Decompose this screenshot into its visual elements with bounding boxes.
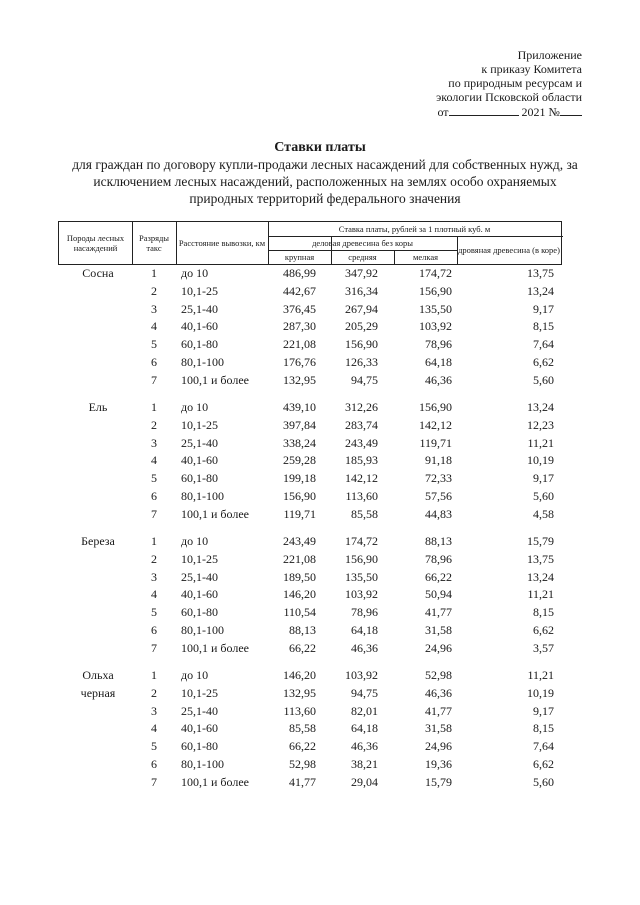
table-cell: 78,96 [425, 551, 452, 566]
table-cell: 46,36 [425, 372, 452, 387]
table-row [0, 418, 640, 436]
table-cell: 3 [151, 301, 157, 316]
table-cell: 338,24 [283, 435, 316, 450]
table-cell: 7,64 [533, 739, 554, 754]
table-cell: 57,56 [425, 489, 452, 503]
table-cell: 103,92 [345, 668, 378, 682]
species-name: Сосна [82, 266, 114, 280]
table-row [0, 373, 640, 391]
table-cell: 29,04 [351, 774, 378, 789]
table-cell: 156,90 [345, 337, 378, 352]
table-cell: 60,1-80 [181, 605, 218, 620]
table-cell: 2 [151, 685, 157, 700]
table-cell: 3 [151, 435, 157, 450]
table-cell: 135,50 [345, 569, 378, 584]
table-cell: 13,24 [527, 400, 554, 414]
table-cell: 9,17 [533, 301, 554, 316]
table-cell: 80,1-100 [181, 355, 224, 369]
table-cell: 4,58 [533, 506, 554, 521]
table-cell: 40,1-60 [181, 453, 218, 468]
table-cell: 2 [151, 283, 157, 298]
header-large: крупная [284, 252, 315, 262]
table-cell: 205,29 [345, 319, 378, 334]
table-cell: 5,60 [533, 774, 554, 789]
table-cell: 91,18 [425, 453, 452, 468]
table-cell: 113,60 [283, 703, 316, 718]
table-cell: 60,1-80 [181, 471, 218, 486]
table-cell: 7,64 [533, 337, 554, 352]
table-cell: 60,1-80 [181, 337, 218, 352]
table-cell: 80,1-100 [181, 489, 224, 503]
table-cell: 156,90 [419, 400, 452, 414]
table-cell: 3 [151, 703, 157, 718]
table-row [0, 605, 640, 623]
table-cell: 267,94 [345, 301, 378, 316]
appendix-block [372, 48, 582, 119]
table-cell: 312,26 [345, 400, 378, 414]
table-cell: 31,58 [425, 721, 452, 736]
document-subtitle: для граждан по договору купли-продажи лесных насаждений для собственных нужд, за исключением лесных насаждений, расположенных на землях особо охраняемых природных территорий федерального значения [72, 157, 578, 206]
table-cell: 44,83 [425, 506, 452, 521]
table-row [0, 302, 640, 320]
table-row [0, 686, 640, 704]
table-row [0, 319, 640, 337]
table-cell: 1 [151, 534, 157, 548]
table-cell: до 10 [181, 668, 209, 682]
table-cell: 46,36 [425, 685, 452, 700]
table-row [0, 400, 640, 418]
table-row [0, 775, 640, 793]
appendix-line: экологии Псковской области [436, 90, 582, 104]
table-row [0, 355, 640, 373]
table-cell: 2 [151, 417, 157, 432]
table-cell: до 10 [181, 400, 209, 414]
table-cell: 189,50 [283, 569, 316, 584]
table-cell: 316,34 [345, 283, 378, 298]
table-row [0, 337, 640, 355]
table-cell: 15,79 [425, 774, 452, 789]
table-cell: 142,12 [345, 471, 378, 486]
table-cell: 66,22 [425, 569, 452, 584]
table-cell: 25,1-40 [181, 435, 218, 450]
table-cell: 119,71 [283, 506, 316, 521]
table-cell: 5 [151, 739, 157, 754]
table-cell: 4 [151, 319, 157, 334]
table-cell: 66,22 [289, 739, 316, 754]
table-cell: 7 [151, 506, 157, 521]
table-cell: 41,77 [425, 605, 452, 620]
table-cell: 259,28 [283, 453, 316, 468]
table-cell: 486,99 [283, 266, 316, 280]
table-cell: 174,72 [419, 266, 452, 280]
table-cell: 347,92 [345, 266, 378, 280]
header-small: мелкая [412, 252, 439, 262]
table-cell: 40,1-60 [181, 721, 218, 736]
table-cell: 41,77 [289, 774, 316, 789]
table-cell: 64,18 [351, 623, 378, 637]
table-cell: 8,15 [533, 605, 554, 620]
table-cell: 40,1-60 [181, 587, 218, 602]
table-cell: 5 [151, 337, 157, 352]
table-row [0, 471, 640, 489]
species-name: Ольха [82, 668, 114, 682]
table-cell: 78,96 [425, 337, 452, 352]
table-cell: 199,18 [283, 471, 316, 486]
table-cell: 439,10 [283, 400, 316, 414]
table-cell: 46,36 [351, 739, 378, 754]
table-cell: 12,23 [527, 417, 554, 432]
table-cell: 221,08 [283, 337, 316, 352]
table-cell: 9,17 [533, 703, 554, 718]
table-cell: 52,98 [425, 668, 452, 682]
date-prefix: от [437, 105, 449, 119]
table-cell: 7 [151, 372, 157, 387]
table-cell: 243,49 [345, 435, 378, 450]
date-blank [449, 104, 519, 116]
table-cell: 100,1 и более [181, 372, 250, 387]
table-cell: 103,92 [419, 319, 452, 334]
table-cell: 4 [151, 721, 157, 736]
table-row [0, 534, 640, 552]
table-cell: 9,17 [533, 471, 554, 486]
table-cell: 243,49 [283, 534, 316, 548]
table-cell: 4 [151, 587, 157, 602]
table-cell: 13,75 [527, 551, 554, 566]
table-cell: 6 [151, 489, 157, 503]
document-title: Ставки платы [274, 140, 366, 155]
table-cell: 11,21 [527, 668, 554, 682]
table-cell: 132,95 [283, 685, 316, 700]
table-cell: 100,1 и более [181, 506, 250, 521]
table-cell: 40,1-60 [181, 319, 218, 334]
table-cell: 103,92 [345, 587, 378, 602]
table-cell: 1 [151, 400, 157, 414]
species-name: Ель [88, 400, 108, 414]
table-row [0, 641, 640, 659]
table-row [0, 507, 640, 525]
table-cell: 156,90 [345, 551, 378, 566]
header-firewood: дровяная древесина (в коре) [458, 245, 560, 255]
table-row [0, 757, 640, 775]
table-cell: 46,36 [351, 640, 378, 655]
table-row [0, 552, 640, 570]
table-cell: 100,1 и более [181, 774, 250, 789]
table-cell: 78,96 [351, 605, 378, 620]
table-cell: 10,1-25 [181, 551, 218, 566]
table-cell: 5,60 [533, 489, 554, 503]
table-cell: 11,21 [527, 587, 554, 602]
table-cell: 113,60 [345, 489, 378, 503]
table-cell: 146,20 [283, 668, 316, 682]
table-cell: 3,57 [533, 640, 554, 655]
table-row [0, 721, 640, 739]
table-row [0, 623, 640, 641]
table-cell: 10,1-25 [181, 283, 218, 298]
table-cell: 142,12 [419, 417, 452, 432]
number-blank [560, 104, 582, 116]
table-cell: 6 [151, 757, 157, 771]
table-cell: 94,75 [351, 372, 378, 387]
appendix-date-line [372, 104, 582, 119]
table-cell: 64,18 [425, 355, 452, 369]
table-cell: 13,24 [527, 283, 554, 298]
table-cell: 376,45 [283, 301, 316, 316]
table-cell: 1 [151, 266, 157, 280]
table-cell: 6,62 [533, 355, 554, 369]
table-cell: 6 [151, 623, 157, 637]
table-cell: 4 [151, 453, 157, 468]
table-cell: 397,84 [283, 417, 316, 432]
table-cell: 10,19 [527, 685, 554, 700]
table-cell: 13,24 [527, 569, 554, 584]
table-cell: 221,08 [283, 551, 316, 566]
table-cell: 2 [151, 551, 157, 566]
table-cell: 64,18 [351, 721, 378, 736]
table-cell: 13,75 [527, 266, 554, 280]
table-cell: 126,33 [345, 355, 378, 369]
species-name: черная [80, 685, 116, 700]
table-row [0, 284, 640, 302]
table-cell: 19,36 [425, 757, 452, 771]
table-cell: 287,30 [283, 319, 316, 334]
table-cell: 7 [151, 774, 157, 789]
header-medium: средняя [348, 252, 377, 262]
table-cell: 156,90 [419, 283, 452, 298]
table-row [0, 266, 640, 284]
table-row [0, 704, 640, 722]
table-cell: 88,13 [289, 623, 316, 637]
date-year: 2021 № [521, 105, 560, 119]
table-cell: 185,93 [345, 453, 378, 468]
table-cell: 8,15 [533, 319, 554, 334]
table-row [0, 668, 640, 686]
table-cell: 8,15 [533, 721, 554, 736]
table-cell: до 10 [181, 534, 209, 548]
table-cell: 3 [151, 569, 157, 584]
table-cell: 10,19 [527, 453, 554, 468]
table-cell: 6,62 [533, 757, 554, 771]
header-rate: Ставка платы, рублей за 1 плотный куб. м [338, 224, 491, 234]
table-cell: 25,1-40 [181, 301, 218, 316]
table-cell: 283,74 [345, 417, 378, 432]
table-cell: 25,1-40 [181, 703, 218, 718]
table-cell: 176,76 [283, 355, 316, 369]
table-cell: 10,1-25 [181, 685, 218, 700]
species-name: Береза [81, 534, 115, 548]
table-cell: 52,98 [289, 757, 316, 771]
table-row [0, 453, 640, 471]
table-row [0, 489, 640, 507]
header-distance: Расстояние вывозки, км [178, 238, 266, 248]
table-cell: 5 [151, 605, 157, 620]
table-cell: 88,13 [425, 534, 452, 548]
table-cell: 38,21 [351, 757, 378, 771]
table-cell: 10,1-25 [181, 417, 218, 432]
table-cell: 66,22 [289, 640, 316, 655]
table-cell: 156,90 [283, 489, 316, 503]
table-cell: 442,67 [283, 283, 316, 298]
table-cell: 85,58 [351, 506, 378, 521]
table-cell: до 10 [181, 266, 209, 280]
table-row [0, 587, 640, 605]
table-cell: 60,1-80 [181, 739, 218, 754]
appendix-line: по природным ресурсам и [448, 76, 582, 90]
table-cell: 25,1-40 [181, 569, 218, 584]
table-cell: 82,01 [351, 703, 378, 718]
table-cell: 41,77 [425, 703, 452, 718]
table-cell: 5,60 [533, 372, 554, 387]
table-cell: 110,54 [283, 605, 316, 620]
table-cell: 24,96 [425, 640, 452, 655]
table-row [0, 570, 640, 588]
table-cell: 94,75 [351, 685, 378, 700]
table-cell: 132,95 [283, 372, 316, 387]
table-row [0, 739, 640, 757]
table-cell: 6,62 [533, 623, 554, 637]
table-cell: 31,58 [425, 623, 452, 637]
table-cell: 11,21 [527, 435, 554, 450]
table-cell: 7 [151, 640, 157, 655]
header-class: Разряды такс [138, 233, 170, 253]
table-cell: 135,50 [419, 301, 452, 316]
header-species: Породы лесных насаждений [66, 233, 125, 253]
header-business: деловая древесина без коры [312, 238, 413, 248]
table-cell: 6 [151, 355, 157, 369]
appendix-line: Приложение [517, 48, 582, 62]
table-cell: 50,94 [425, 587, 452, 602]
table-cell: 119,71 [419, 435, 452, 450]
table-cell: 85,58 [289, 721, 316, 736]
table-cell: 72,33 [425, 471, 452, 486]
appendix-line: к приказу Комитета [481, 62, 582, 76]
table-cell: 80,1-100 [181, 623, 224, 637]
table-cell: 15,79 [527, 534, 554, 548]
table-cell: 174,72 [345, 534, 378, 548]
table-cell: 146,20 [283, 587, 316, 602]
table-cell: 1 [151, 668, 157, 682]
table-cell: 100,1 и более [181, 640, 250, 655]
table-header [58, 221, 562, 265]
table-cell: 80,1-100 [181, 757, 224, 771]
table-cell: 5 [151, 471, 157, 486]
table-cell: 24,96 [425, 739, 452, 754]
table-row [0, 436, 640, 454]
